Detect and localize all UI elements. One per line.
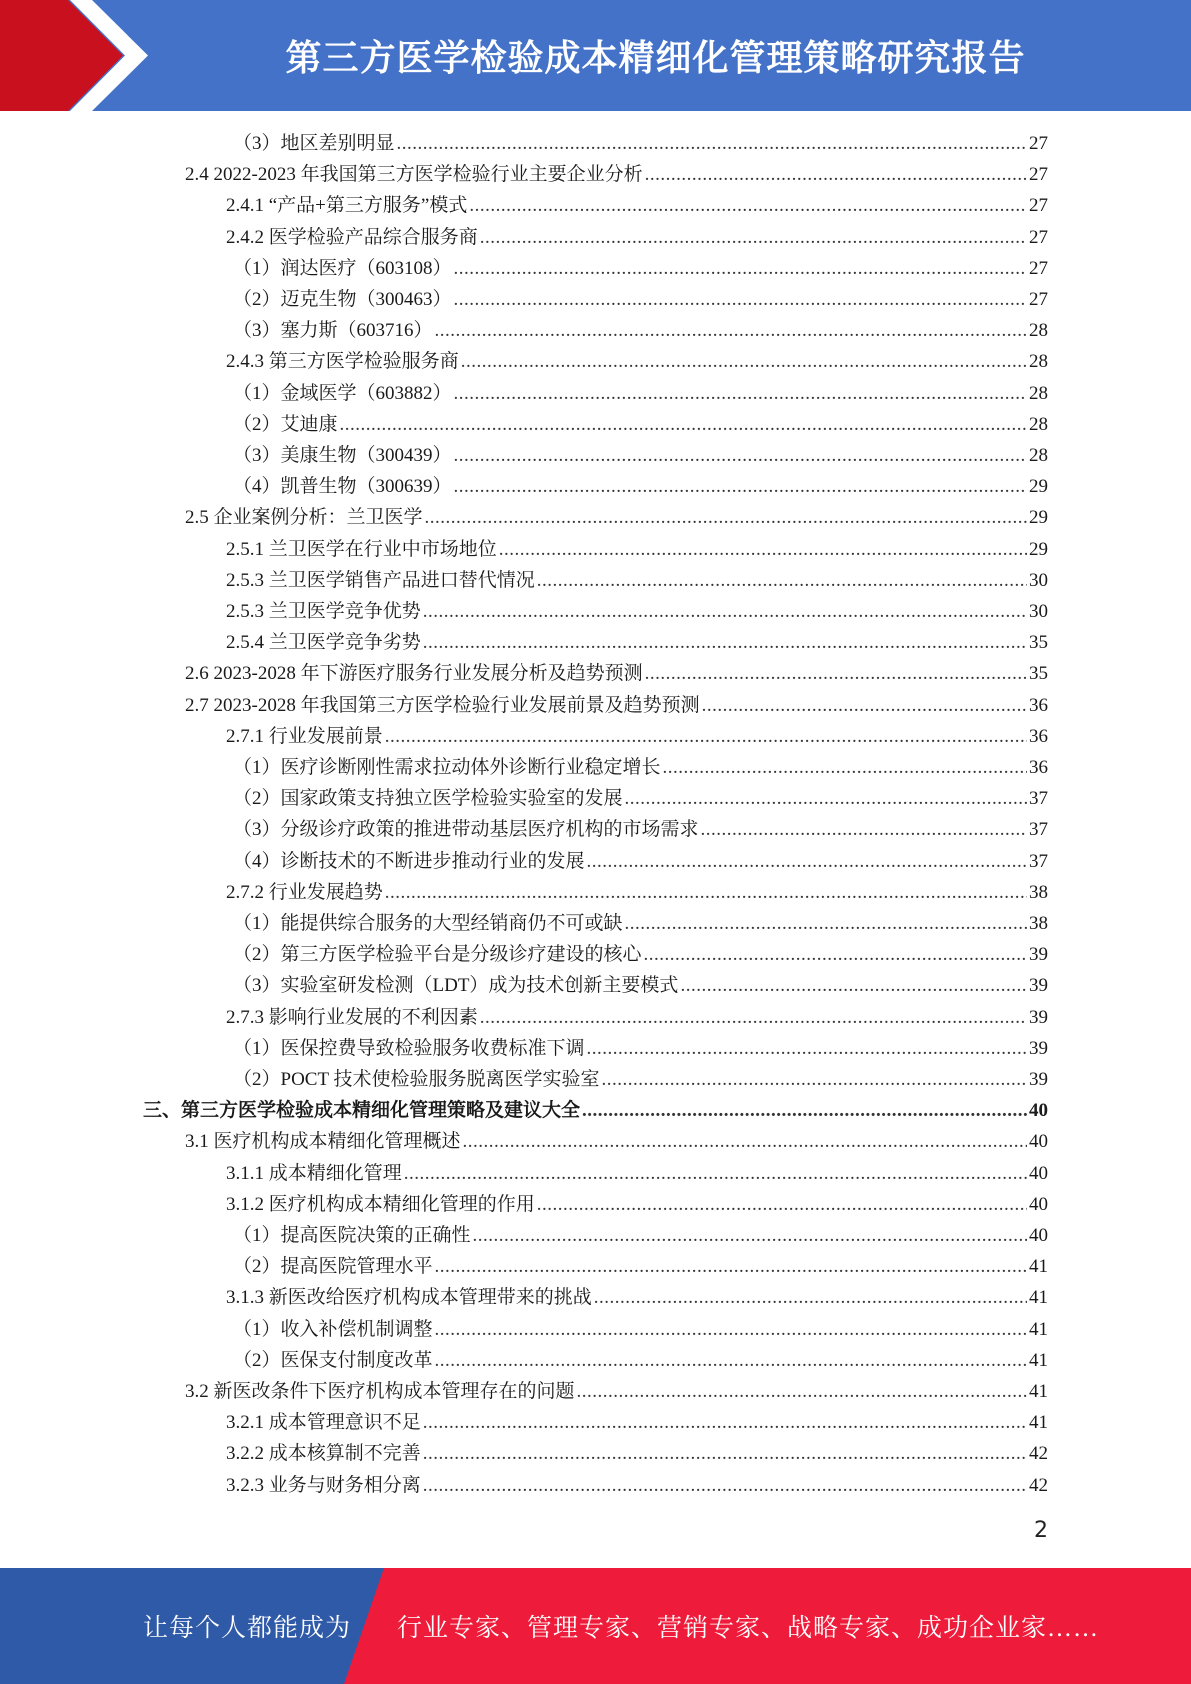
toc-entry-label: （2）第三方医学检验平台是分级诊疗建设的核心: [233, 944, 642, 966]
toc-entry-label: 3.1.2 医疗机构成本精细化管理的作用: [226, 1193, 535, 1215]
toc-entry[interactable]: [226, 1189, 1048, 1220]
toc-dot-leader: [499, 534, 1027, 565]
toc-entry-page: 37: [1029, 850, 1048, 872]
toc-dot-leader: [435, 1314, 1027, 1345]
toc-entry-label: （3）地区差别明显: [233, 133, 395, 154]
toc-entry-label: （3）塞力斯（603716）: [233, 320, 433, 342]
toc-entry[interactable]: [185, 690, 1048, 721]
toc-entry[interactable]: [226, 1282, 1048, 1313]
toc-entry-page: 35: [1029, 663, 1048, 685]
toc-dot-leader: [594, 1282, 1027, 1313]
toc-entry[interactable]: [226, 346, 1048, 377]
toc-dot-leader: [435, 1251, 1027, 1282]
toc-dot-leader: [454, 471, 1027, 502]
toc-entry[interactable]: [143, 1095, 1048, 1126]
footer-band: [0, 1568, 1191, 1684]
toc-entry-label: 2.5.3 兰卫医学销售产品进口替代情况: [226, 569, 535, 591]
toc-entry-page: 27: [1029, 195, 1048, 217]
toc-entry-page: 41: [1029, 1349, 1048, 1371]
page-number: 2: [1034, 1518, 1048, 1543]
toc-entry[interactable]: [233, 752, 1048, 783]
toc-entry-page: 37: [1029, 819, 1048, 841]
toc-entry[interactable]: [233, 315, 1048, 346]
toc-entry[interactable]: [185, 159, 1048, 190]
toc-entry-page: 29: [1029, 476, 1048, 498]
toc-entry-label: 2.5 企业案例分析：兰卫医学: [185, 507, 423, 529]
toc-entry-page: 30: [1029, 569, 1048, 591]
toc-entry[interactable]: [233, 128, 1048, 159]
toc-entry[interactable]: [233, 1314, 1048, 1345]
toc-dot-leader: [385, 721, 1027, 752]
toc-dot-leader: [645, 658, 1027, 689]
toc-dot-leader: [423, 1470, 1027, 1501]
footer-slogan-right: 行业专家、管理专家、营销专家、战略专家、成功企业家……: [397, 1615, 1100, 1642]
toc-entry-label: （1）收入补偿机制调整: [233, 1318, 433, 1340]
toc-entry-page: 40: [1029, 1225, 1048, 1246]
toc-entry[interactable]: [226, 1407, 1048, 1438]
toc-dot-leader: [473, 1220, 1027, 1251]
toc-entry-label: 3.2.1 成本管理意识不足: [226, 1412, 421, 1434]
toc-entry[interactable]: [233, 378, 1048, 409]
toc-entry-label: （2）国家政策支持独立医学检验实验室的发展: [233, 788, 623, 810]
toc-entry[interactable]: [226, 1002, 1048, 1033]
toc-entry-label: （2）艾迪康: [233, 413, 338, 435]
toc-entry-page: 28: [1029, 445, 1048, 466]
toc-entry-page: 40: [1029, 1162, 1048, 1184]
toc-entry-label: 2.5.4 兰卫医学竞争劣势: [226, 632, 421, 654]
toc-entry[interactable]: [233, 440, 1048, 471]
toc-entry-label: 三、第三方医学检验成本精细化管理策略及建议大全: [143, 1100, 581, 1122]
toc-entry[interactable]: [233, 471, 1048, 502]
toc-entry[interactable]: [226, 1470, 1048, 1501]
toc-entry-label: （3）实验室研发检测（LDT）成为技术创新主要模式: [233, 975, 679, 997]
toc-entry-page: 40: [1029, 1193, 1048, 1215]
toc-entry-label: （3）美康生物（300439）: [233, 445, 452, 466]
toc-entry-label: （2）提高医院管理水平: [233, 1256, 433, 1278]
toc-entry[interactable]: [233, 783, 1048, 814]
toc-dot-leader: [435, 1345, 1027, 1376]
toc-entry[interactable]: [233, 970, 1048, 1001]
toc-dot-leader: [582, 1095, 1027, 1126]
toc-entry-label: 2.7 2023-2028 年我国第三方医学检验行业发展前景及趋势预测: [185, 694, 700, 716]
toc-entry-label: 2.4.2 医学检验产品综合服务商: [226, 226, 478, 248]
toc-entry[interactable]: [233, 1220, 1048, 1251]
toc-entry-label: 3.1.3 新医改给医疗机构成本管理带来的挑战: [226, 1287, 592, 1309]
toc-entry[interactable]: [233, 1251, 1048, 1282]
report-title: 第三方医学检验成本精细化管理策略研究报告: [285, 38, 1026, 79]
toc-dot-leader: [454, 440, 1027, 471]
header-band: [0, 0, 1191, 111]
toc-entry-page: 42: [1029, 1443, 1048, 1465]
toc-entry[interactable]: [233, 1345, 1048, 1376]
toc-entry-label: （1）能提供综合服务的大型经销商仍不可或缺: [233, 913, 623, 934]
toc-entry[interactable]: [226, 222, 1048, 253]
toc-dot-leader: [625, 908, 1027, 939]
toc-entry-page: 27: [1029, 164, 1048, 186]
toc-entry-label: （1）提高医院决策的正确性: [233, 1225, 471, 1246]
toc-entry[interactable]: [233, 284, 1048, 315]
toc-dot-leader: [385, 877, 1027, 908]
toc-entry-label: 2.4.1 “产品+第三方服务”模式: [226, 195, 468, 217]
toc-entry-label: 2.6 2023-2028 年下游医疗服务行业发展分析及趋势预测: [185, 663, 643, 685]
toc-dot-leader: [645, 159, 1027, 190]
toc-entry-page: 29: [1029, 538, 1048, 560]
toc-entry[interactable]: [233, 253, 1048, 284]
toc-dot-leader: [425, 502, 1027, 533]
toc-dot-leader: [461, 346, 1027, 377]
toc-entry[interactable]: [233, 846, 1048, 877]
toc-entry[interactable]: [185, 1376, 1048, 1407]
toc-entry[interactable]: [226, 877, 1048, 908]
toc-entry[interactable]: [226, 534, 1048, 565]
toc-entry-page: 28: [1029, 413, 1048, 435]
toc-dot-leader: [601, 1064, 1027, 1095]
toc-entry-page: 42: [1029, 1474, 1048, 1496]
toc-entry-label: 3.2.2 成本核算制不完善: [226, 1443, 421, 1465]
toc-entry-label: （2）迈克生物（300463）: [233, 289, 452, 310]
toc-entry[interactable]: [226, 190, 1048, 221]
toc-entry[interactable]: [233, 814, 1048, 845]
toc-dot-leader: [397, 128, 1027, 159]
toc-entry-page: 27: [1029, 226, 1048, 248]
toc-entry-page: 28: [1029, 320, 1048, 342]
toc-entry-label: （2）医保支付制度改革: [233, 1349, 433, 1371]
toc-dot-leader: [663, 752, 1027, 783]
toc-entry[interactable]: [185, 658, 1048, 689]
footer-slogan-left: 让每个人都能成为: [143, 1615, 352, 1642]
toc-entry-label: 3.2 新医改条件下医疗机构成本管理存在的问题: [185, 1381, 575, 1402]
toc-entry-page: 36: [1029, 757, 1048, 778]
toc-dot-leader: [454, 253, 1027, 284]
toc-entry[interactable]: [233, 908, 1048, 939]
toc-entry-page: 41: [1029, 1287, 1048, 1309]
toc-entry-label: 2.4.3 第三方医学检验服务商: [226, 351, 459, 373]
toc-entry-page: 38: [1029, 881, 1048, 903]
toc-entry-page: 36: [1029, 725, 1048, 747]
toc-entry-label: （3）分级诊疗政策的推进带动基层医疗机构的市场需求: [233, 819, 699, 841]
toc-dot-leader: [644, 939, 1027, 970]
toc-entry-page: 37: [1029, 788, 1048, 810]
toc-entry-page: 39: [1029, 1037, 1048, 1059]
toc-dot-leader: [423, 596, 1027, 627]
toc-entry[interactable]: [185, 502, 1048, 533]
toc-entry-label: 3.1.1 成本精细化管理: [226, 1162, 402, 1184]
toc-dot-leader: [435, 315, 1027, 346]
chevron-decoration: [0, 0, 160, 111]
toc-dot-leader: [537, 1189, 1027, 1220]
toc-entry-page: 39: [1029, 975, 1048, 997]
toc-dot-leader: [587, 1033, 1027, 1064]
toc-entry-label: 2.7.1 行业发展前景: [226, 725, 383, 747]
toc-entry-label: （1）医保控费导致检验服务收费标准下调: [233, 1037, 585, 1059]
toc-entry-label: 3.1 医疗机构成本精细化管理概述: [185, 1131, 461, 1153]
toc-dot-leader: [469, 190, 1027, 221]
toc-dot-leader: [480, 222, 1027, 253]
toc-entry-page: 27: [1029, 133, 1048, 154]
toc-entry-label: （4）诊断技术的不断进步推动行业的发展: [233, 850, 585, 872]
toc-dot-leader: [625, 783, 1027, 814]
toc-entry-page: 27: [1029, 289, 1048, 310]
toc-entry[interactable]: [233, 1064, 1048, 1095]
toc-entry[interactable]: [233, 409, 1048, 440]
toc-entry-label: （1）润达医疗（603108）: [233, 257, 452, 279]
toc-entry[interactable]: [226, 1158, 1048, 1189]
toc-dot-leader: [404, 1158, 1027, 1189]
toc-entry-label: 2.4 2022-2023 年我国第三方医学检验行业主要企业分析: [185, 164, 643, 186]
toc-entry-page: 27: [1029, 257, 1048, 279]
toc-entry-page: 35: [1029, 632, 1048, 654]
toc-entry-page: 41: [1029, 1318, 1048, 1340]
toc-entry[interactable]: [226, 596, 1048, 627]
toc-entry-page: 41: [1029, 1381, 1048, 1402]
toc-entry-label: （1）医疗诊断刚性需求拉动体外诊断行业稳定增长: [233, 757, 661, 778]
toc-entry-label: 2.7.2 行业发展趋势: [226, 881, 383, 903]
toc-entry[interactable]: [226, 1438, 1048, 1469]
toc-entry-page: 28: [1029, 351, 1048, 373]
toc-entry-page: 36: [1029, 694, 1048, 716]
toc-entry-page: 39: [1029, 1069, 1048, 1090]
toc-dot-leader: [701, 814, 1027, 845]
toc-entry[interactable]: [185, 1126, 1048, 1157]
toc-entry-label: （2）POCT 技术使检验服务脱离医学实验室: [233, 1069, 600, 1090]
toc-entry[interactable]: [233, 1033, 1048, 1064]
toc-entry-page: 40: [1029, 1100, 1048, 1122]
toc-dot-leader: [454, 378, 1027, 409]
toc-entry-page: 40: [1029, 1131, 1048, 1153]
toc-entry-label: 2.5.1 兰卫医学在行业中市场地位: [226, 538, 497, 560]
toc-entry-page: 39: [1029, 1006, 1048, 1028]
toc-entry-page: 39: [1029, 944, 1048, 966]
toc-dot-leader: [702, 690, 1027, 721]
toc-entry-label: 2.5.3 兰卫医学竞争优势: [226, 601, 421, 622]
toc-dot-leader: [454, 284, 1027, 315]
toc-entry[interactable]: [226, 627, 1048, 658]
toc-entry[interactable]: [226, 721, 1048, 752]
toc-dot-leader: [537, 565, 1027, 596]
toc-dot-leader: [423, 1407, 1027, 1438]
toc-entry-label: （4）凯普生物（300639）: [233, 476, 452, 498]
toc-entry[interactable]: [226, 565, 1048, 596]
toc-entry-page: 28: [1029, 382, 1048, 404]
toc-entry-page: 30: [1029, 601, 1048, 622]
toc-entry-label: 2.7.3 影响行业发展的不利因素: [226, 1006, 478, 1028]
toc-dot-leader: [587, 846, 1027, 877]
toc-entry-label: 3.2.3 业务与财务相分离: [226, 1474, 421, 1496]
toc-dot-leader: [340, 409, 1027, 440]
toc-entry-page: 29: [1029, 507, 1048, 529]
toc-dot-leader: [423, 627, 1027, 658]
toc-entry[interactable]: [233, 939, 1048, 970]
toc-dot-leader: [463, 1126, 1027, 1157]
toc-entry-label: （1）金域医学（603882）: [233, 382, 452, 404]
toc-dot-leader: [577, 1376, 1027, 1407]
toc-dot-leader: [480, 1002, 1027, 1033]
toc-entry-page: 41: [1029, 1256, 1048, 1278]
toc-entry-page: 41: [1029, 1412, 1048, 1434]
toc-entry-page: 38: [1029, 913, 1048, 934]
toc-dot-leader: [680, 970, 1027, 1001]
toc-dot-leader: [423, 1438, 1027, 1469]
